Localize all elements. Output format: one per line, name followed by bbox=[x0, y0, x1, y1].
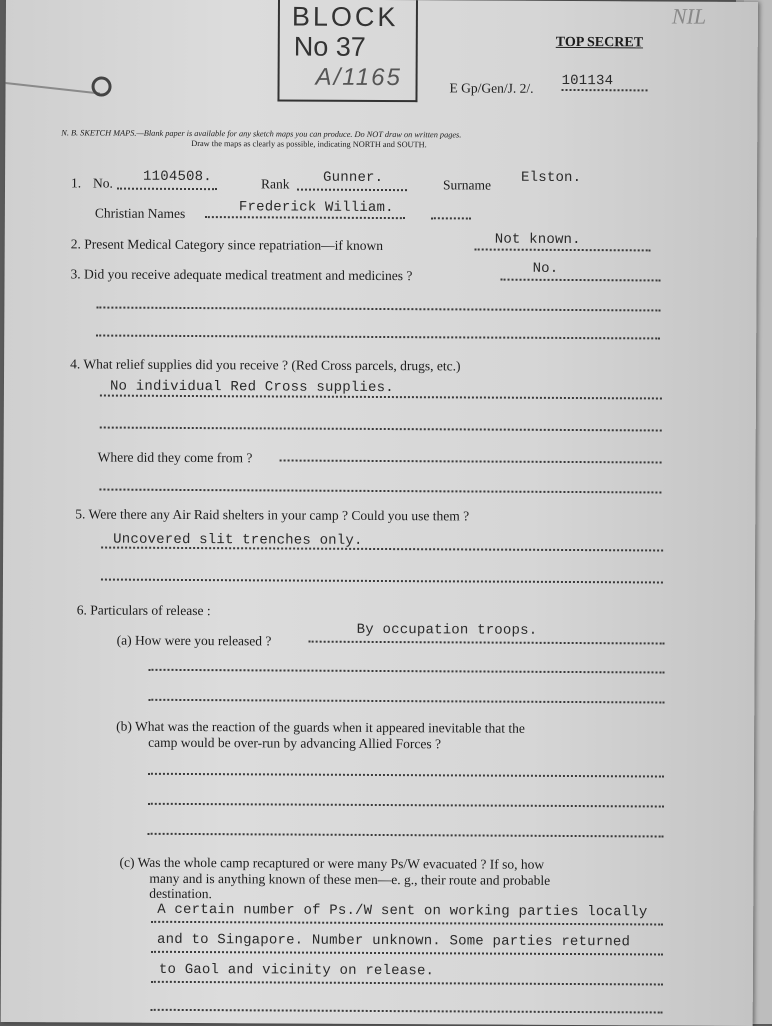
q6b-question-line2: camp would be over-run by advancing Allied Forces ? bbox=[148, 734, 442, 752]
dotted-line bbox=[148, 803, 664, 808]
q6a-answer: By occupation troops. bbox=[356, 621, 538, 639]
dotted-line bbox=[431, 217, 471, 219]
dotted-line bbox=[148, 699, 664, 704]
rank-value: Gunner. bbox=[323, 169, 384, 187]
dotted-line bbox=[96, 335, 660, 340]
christian-names-value: Frederick William. bbox=[238, 199, 394, 217]
dotted-line bbox=[100, 395, 662, 400]
reference-number: 101134 bbox=[561, 72, 614, 90]
q6a-question: (a) How were you released ? bbox=[116, 632, 272, 649]
q6c-question-line3: destination. bbox=[149, 885, 212, 902]
dotted-line bbox=[96, 307, 660, 312]
q6c-answer-line1: A certain number of Ps./W sent on working parties locally bbox=[157, 901, 648, 921]
q2-question: 2. Present Medical Category since repatriation—if known bbox=[70, 236, 384, 254]
q4-sub-question: Where did they come from ? bbox=[97, 449, 253, 466]
dotted-line bbox=[501, 279, 661, 282]
service-no-label: No. bbox=[92, 175, 113, 191]
q2-answer: Not known. bbox=[494, 231, 581, 249]
q6c-answer-line3: to Gaol and vicinity on release. bbox=[158, 961, 435, 980]
q4-answer: No individual Red Cross supplies. bbox=[109, 378, 394, 397]
dotted-line bbox=[151, 981, 663, 986]
document-page bbox=[1, 0, 758, 1026]
dotted-line bbox=[100, 427, 662, 432]
dotted-line bbox=[562, 89, 648, 91]
stamp-ref-handwritten: A/1165 bbox=[315, 63, 402, 92]
block-stamp bbox=[277, 0, 418, 102]
dotted-line bbox=[280, 459, 662, 463]
dotted-line bbox=[148, 773, 664, 778]
margin-note-handwritten: NIL bbox=[671, 3, 707, 29]
dotted-line bbox=[151, 921, 663, 926]
sketch-maps-note: N. B. SKETCH MAPS.—Blank paper is available for any sketch maps you can produce. Do NOT draw on written pages. bbox=[61, 128, 462, 140]
christian-names-label: Christian Names bbox=[94, 205, 186, 221]
dotted-line bbox=[205, 216, 405, 219]
q3-answer: No. bbox=[532, 260, 559, 277]
service-no-value: 1104508. bbox=[143, 168, 212, 186]
tag-string bbox=[5, 82, 100, 98]
dotted-line bbox=[148, 669, 664, 674]
reference-label: E Gp/Gen/J. 2/. bbox=[449, 80, 534, 96]
q6b-question-line1: (b) What was the reaction of the guards when it appeared inevitable that the bbox=[116, 718, 525, 736]
q5-question: 5. Were there any Air Raid shelters in your camp ? Could you use them ? bbox=[75, 506, 470, 524]
dotted-line bbox=[117, 188, 217, 191]
surname-value: Elston. bbox=[521, 169, 582, 187]
stamp-number: No 37 bbox=[293, 31, 366, 62]
surname-label: Surname bbox=[442, 177, 492, 193]
q6c-question-line2: many and is anything known of these men—e. g., their route and probable bbox=[149, 870, 551, 888]
q3-question: 3. Did you receive adequate medical treatment and medicines ? bbox=[70, 266, 413, 284]
q6c-question-line1: (c) Was the whole camp recaptured or were many Ps/W evacuated ? If so, how bbox=[119, 854, 545, 872]
rank-label: Rank bbox=[260, 176, 290, 192]
dotted-line bbox=[309, 641, 665, 645]
sketch-maps-note-line2: Draw the maps as clearly as possible, indicating NORTH and SOUTH. bbox=[191, 139, 427, 150]
q4-question: 4. What relief supplies did you receive ? (Red Cross parcels, drugs, etc.) bbox=[70, 356, 461, 374]
dotted-line bbox=[101, 547, 663, 552]
dotted-line bbox=[101, 579, 663, 584]
stamp-block-label: BLOCK bbox=[291, 1, 399, 33]
dotted-line bbox=[99, 489, 661, 494]
dotted-line bbox=[151, 1009, 663, 1014]
dotted-line bbox=[475, 248, 651, 251]
q6-heading: 6. Particulars of release : bbox=[76, 602, 211, 619]
dotted-line bbox=[297, 189, 407, 192]
classification-label: TOP SECRET bbox=[555, 34, 644, 51]
q1-number: 1. bbox=[70, 175, 82, 191]
q5-answer: Uncovered slit trenches only. bbox=[113, 531, 363, 549]
dotted-line bbox=[151, 951, 663, 956]
q6c-answer-line2: and to Singapore. Number unknown. Some parties returned bbox=[157, 931, 631, 951]
binder-ring bbox=[91, 76, 111, 96]
dotted-line bbox=[148, 833, 664, 838]
